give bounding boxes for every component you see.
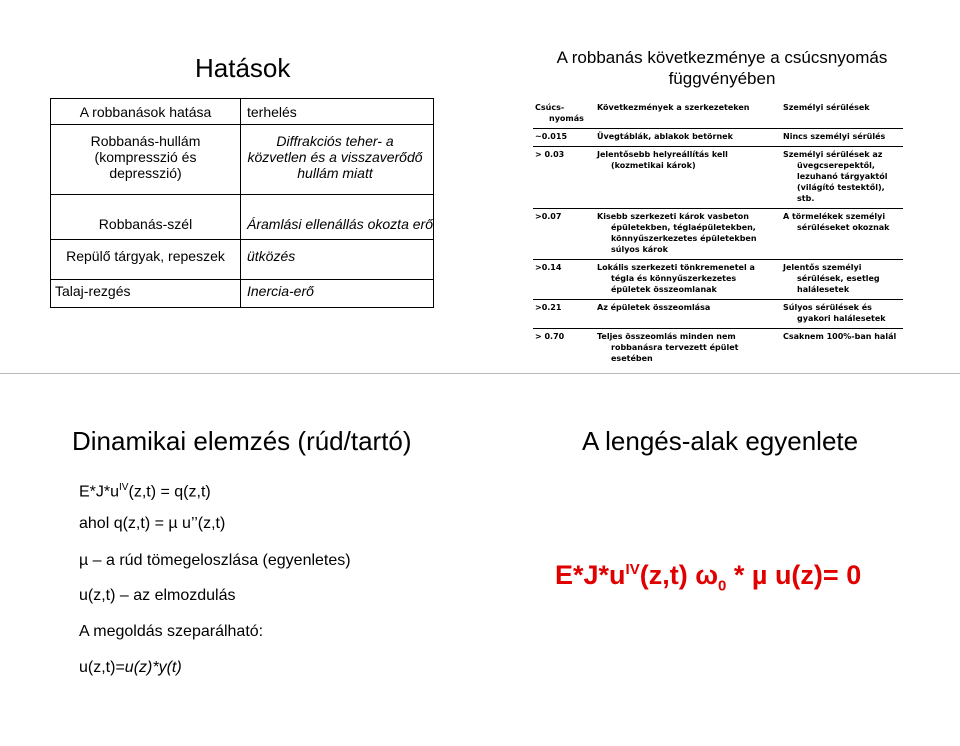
peak-pressure-cell: > 0.70 (533, 329, 595, 369)
peak-pressure-cell: > 0.03 (533, 147, 595, 209)
equation-text: (z,t) = q(z,t) (128, 483, 211, 501)
effects-cell (595, 129, 781, 147)
slide-hatasok (0, 0, 480, 372)
header-text: nyomás (549, 114, 584, 123)
equation-text: E*J*u (79, 483, 120, 501)
effects-cell (595, 147, 781, 209)
table-row (533, 209, 903, 260)
injuries-cell (781, 147, 903, 209)
cell-line: Nincs személyi sérülés (783, 132, 886, 141)
equation-text: u(z,t)= (79, 659, 125, 676)
table-row (51, 125, 434, 195)
equation-superscript: IV (625, 561, 640, 578)
table-row (533, 329, 903, 369)
table-cell: Diffrakciós teher- a közvetlen és a visszaverődő hullám miatt (241, 125, 434, 195)
equation-text-italic: u(z)*y(t) (124, 659, 182, 676)
title-line: függvényében (668, 69, 776, 88)
cell-line: üvegcserepektől, (797, 161, 875, 170)
table-row (51, 240, 434, 280)
equation-text: * µ u(z)= 0 (726, 560, 862, 590)
section-title: Dinamikai elemzés (rúd/tartó) (72, 426, 412, 456)
cell-line: lezuhanó tárgyaktól (797, 172, 888, 181)
cell-line: Súlyos sérülések és (783, 303, 872, 312)
text-line: A megoldás szeparálható: (79, 623, 264, 640)
header-text: Csúcs- (535, 103, 565, 112)
table-cell: A robbanások hatása (51, 99, 241, 125)
table-cell: ütközés (241, 240, 434, 280)
cell-line: Jelentős személyi (783, 263, 862, 272)
effects-cell (595, 300, 781, 329)
cell-line: esetében (611, 354, 653, 363)
equation-text: (z,t) ω (639, 560, 719, 590)
column-header-peak (533, 100, 595, 129)
cell-line: Teljes összeomlás minden nem (597, 332, 736, 341)
table-row (533, 300, 903, 329)
effects-cell (595, 209, 781, 260)
cell-line: (kozmetikai károk) (611, 161, 696, 170)
cell-line: robbanásra tervezett épület (611, 343, 739, 352)
text-line: µ – a rúd tömegeloszlása (egyenletes) (79, 552, 351, 569)
cell-line: Személyi sérülések az (783, 150, 883, 159)
cell-line: Csaknem 100%-ban halál (783, 332, 897, 341)
table-cell: Robbanás-szél (51, 195, 241, 240)
table-row (51, 195, 434, 240)
equation-line (79, 482, 211, 501)
table-cell: Repülő tárgyak, repeszek (51, 240, 241, 280)
column-header-effects: Következmények a szerkezeteken (597, 103, 750, 112)
table-row (51, 99, 434, 125)
cell-line: sérüléseket okoznak (797, 223, 890, 232)
page-title: Hatások (195, 53, 291, 83)
table-cell: Talaj-rezgés (51, 280, 241, 308)
peak-pressure-cell: >0.21 (533, 300, 595, 329)
mode-shape-equation (555, 560, 861, 594)
peak-pressure-cell: ~0.015 (533, 129, 595, 147)
table-row (533, 147, 903, 209)
cell-line: halálesetek (797, 285, 850, 294)
cell-line: Az épületek összeomlása (597, 303, 711, 312)
table-row (533, 129, 903, 147)
table-row (51, 280, 434, 308)
injuries-cell (781, 260, 903, 300)
cell-line: Üvegtáblák, ablakok betörnek (597, 132, 733, 141)
effects-table (50, 98, 434, 308)
table-header-row (533, 100, 903, 129)
cell-line: súlyos károk (611, 245, 668, 254)
injuries-cell (781, 300, 903, 329)
text-line: ahol q(z,t) = µ u’’(z,t) (79, 515, 226, 532)
cell-line: gyakori halálesetek (797, 314, 886, 323)
table-row (533, 260, 903, 300)
text-line (79, 659, 182, 677)
effects-cell (595, 260, 781, 300)
injuries-cell (781, 209, 903, 260)
peak-pressure-table (533, 100, 903, 368)
injuries-cell (781, 329, 903, 369)
cell-line: épületekben, téglaépületekben, (611, 223, 756, 232)
table-cell: Inercia-erő (241, 280, 434, 308)
text-line: u(z,t) – az elmozdulás (79, 587, 236, 604)
title-line: A robbanás következménye a csúcsnyomás (556, 48, 888, 67)
peak-pressure-cell: >0.14 (533, 260, 595, 300)
cell-line: sérülések, esetleg (797, 274, 880, 283)
page-title (533, 47, 911, 89)
cell-line: Kisebb szerkezeti károk vasbeton (597, 212, 749, 221)
cell-line: könnyűszerkezetes épületekben (611, 234, 757, 243)
cell-line: tégla és könnyűszerkezetes (611, 274, 737, 283)
peak-pressure-cell: >0.07 (533, 209, 595, 260)
cell-line: A törmelékek személyi (783, 212, 886, 221)
equation-subscript: 0 (718, 577, 727, 595)
injuries-cell (781, 129, 903, 147)
cell-line: épületek összeomlanak (611, 285, 717, 294)
column-header-injuries: Személyi sérülések (783, 103, 870, 112)
effects-cell (595, 329, 781, 369)
equation-superscript: IV (119, 482, 129, 493)
section-title: A lengés-alak egyenlete (582, 426, 859, 456)
cell-line: Jelentősebb helyreállítás kell (597, 150, 728, 159)
cell-line: Lokális szerkezeti tönkremenetel a (597, 263, 755, 272)
cell-line: (világító testektől), stb. (797, 183, 885, 203)
table-cell: Robbanás-hullám (kompresszió és depresszió) (51, 125, 241, 195)
equation-text: E*J*u (555, 560, 626, 590)
table-cell: Áramlási ellenállás okozta erő (241, 195, 434, 240)
table-cell: terhelés (241, 99, 434, 125)
